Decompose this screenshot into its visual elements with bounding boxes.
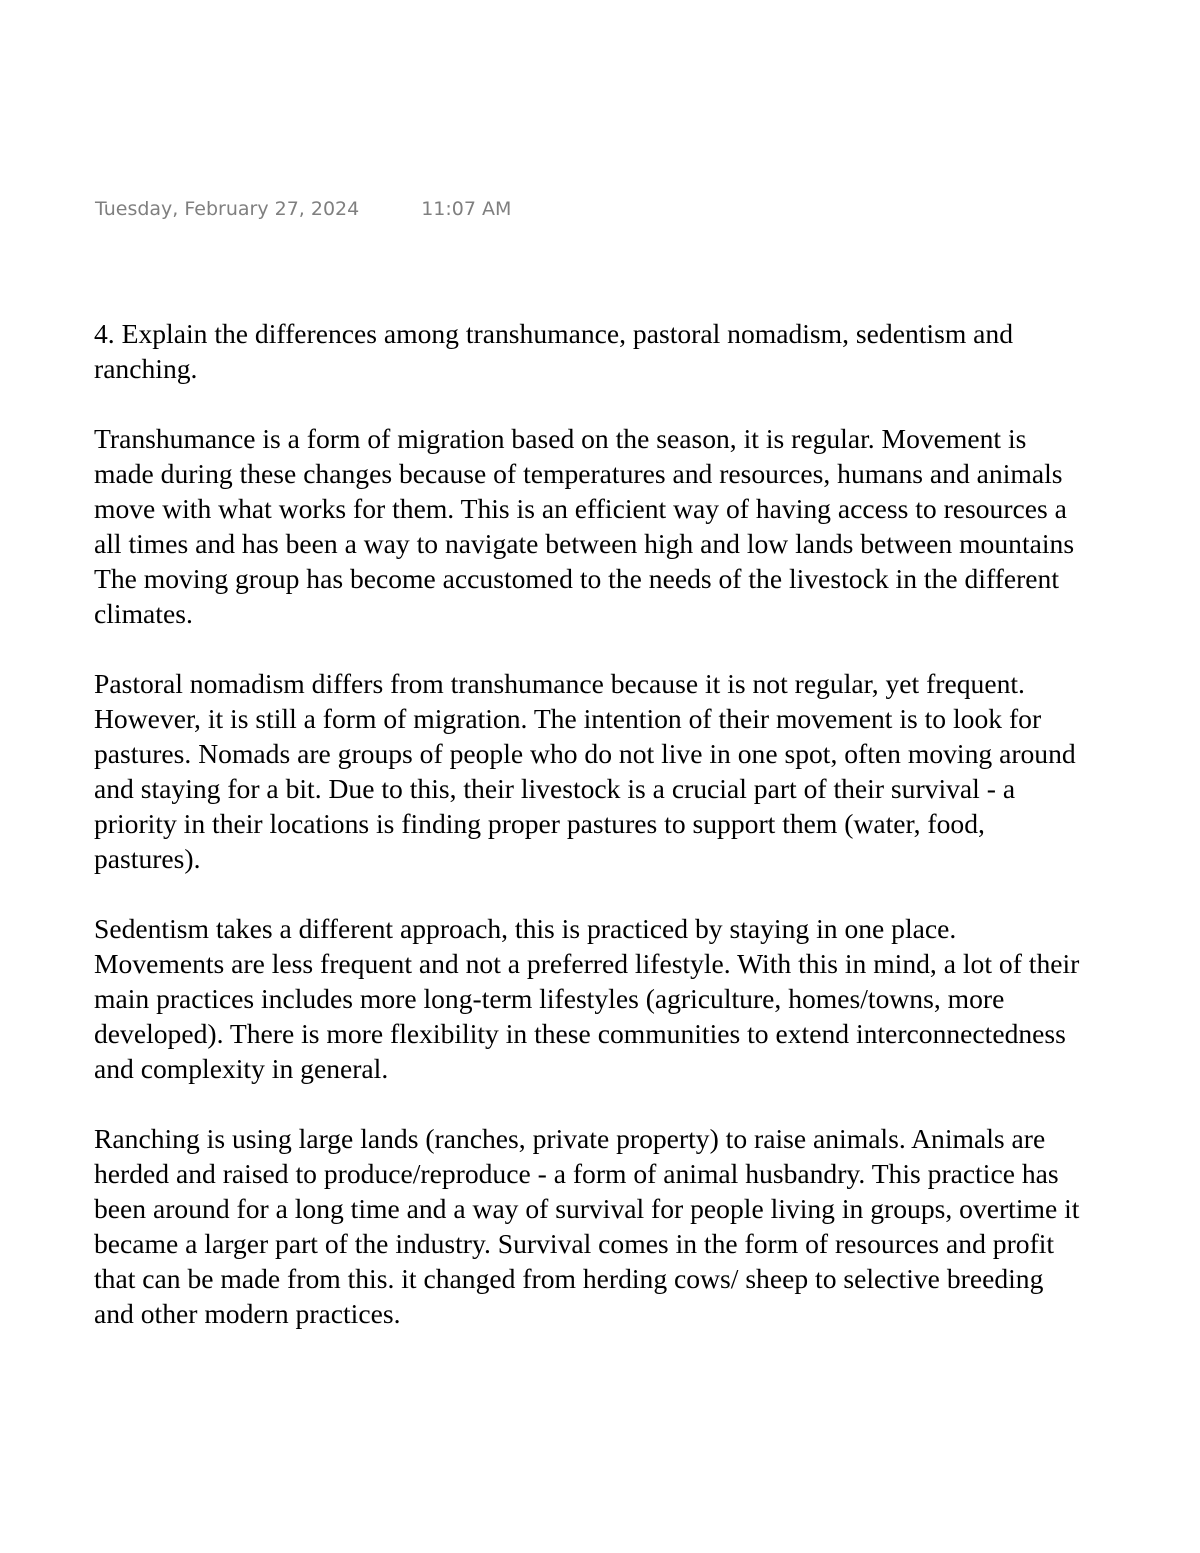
paragraph-line: pastures).	[94, 843, 201, 874]
paragraph-line: developed). There is more flexibility in these communities to extend interconnectedness	[94, 1018, 1066, 1049]
question-line: ranching.	[94, 353, 198, 384]
paragraph-line: herded and raised to produce/reproduce - a form of animal husbandry. This practice has	[94, 1158, 1059, 1189]
paragraph-line: became a larger part of the industry. Survival comes in the form of resources and profit	[94, 1228, 1055, 1259]
paragraph-line: and staying for a bit. Due to this, their livestock is a crucial part of their survival - a	[94, 773, 1016, 804]
paragraph-line: However, it is still a form of migration. The intention of their movement is to look for	[94, 703, 1042, 734]
paragraph-sedentism	[94, 911, 1200, 1086]
note-time: 11:07 AM	[421, 198, 512, 220]
paragraph-line: been around for a long time and a way of survival for people living in groups, overtime it	[94, 1193, 1080, 1224]
question-heading	[94, 316, 1200, 386]
paragraph-ranching	[94, 1121, 1200, 1331]
paragraph-line: and complexity in general.	[94, 1053, 389, 1084]
paragraph-gap	[94, 386, 1200, 421]
paragraph-line: and other modern practices.	[94, 1298, 401, 1329]
paragraph-gap	[94, 876, 1200, 911]
note-date: Tuesday, February 27, 2024	[95, 198, 360, 220]
paragraph-line: pastures. Nomads are groups of people who do not live in one spot, often moving around	[94, 738, 1076, 769]
question-line: 4. Explain the differences among transhumance, pastoral nomadism, sedentism and	[94, 318, 1014, 349]
paragraph-line: that can be made from this. it changed from herding cows/ sheep to selective breeding	[94, 1263, 1044, 1294]
paragraph-gap	[94, 631, 1200, 666]
paragraph-pastoral-nomadism	[94, 666, 1200, 876]
paragraph-line: made during these changes because of temperatures and resources, humans and animals	[94, 458, 1063, 489]
paragraph-line: Movements are less frequent and not a preferred lifestyle. With this in mind, a lot of their	[94, 948, 1080, 979]
paragraph-line: all times and has been a way to navigate between high and low lands between mountains	[94, 528, 1075, 559]
paragraph-line: Transhumance is a form of migration based on the season, it is regular. Movement is	[94, 423, 1027, 454]
paragraph-line: main practices includes more long-term lifestyles (agriculture, homes/towns, more	[94, 983, 1005, 1014]
paragraph-line: Pastoral nomadism differs from transhumance because it is not regular, yet frequent.	[94, 668, 1025, 699]
note-body	[94, 316, 1200, 1331]
note-timestamp	[95, 198, 511, 220]
paragraph-line: priority in their locations is finding proper pastures to support them (water, food,	[94, 808, 985, 839]
paragraph-line: The moving group has become accustomed to the needs of the livestock in the different	[94, 563, 1059, 594]
paragraph-line: climates.	[94, 598, 193, 629]
paragraph-line: Ranching is using large lands (ranches, private property) to raise animals. Animals are	[94, 1123, 1046, 1154]
paragraph-transhumance	[94, 421, 1200, 631]
paragraph-line: Sedentism takes a different approach, this is practiced by staying in one place.	[94, 913, 957, 944]
paragraph-line: move with what works for them. This is an efficient way of having access to resources a	[94, 493, 1067, 524]
paragraph-gap	[94, 1086, 1200, 1121]
